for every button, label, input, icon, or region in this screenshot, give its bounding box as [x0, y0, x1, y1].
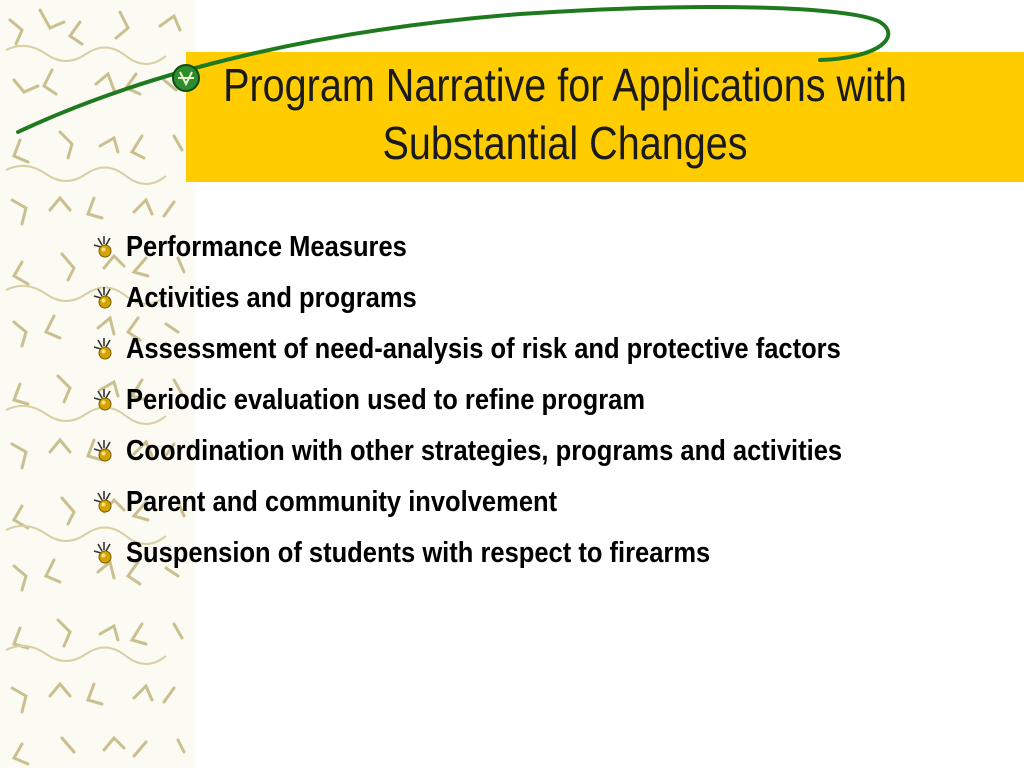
bullet-item	[92, 430, 972, 472]
bullet-item	[92, 277, 972, 319]
sparkle-bullet-icon	[92, 235, 116, 259]
bullet-text: Assessment of need-analysis of risk and protective factors	[126, 333, 841, 365]
sparkle-bullet-icon	[92, 388, 116, 412]
bullet-item	[92, 481, 972, 523]
bullet-text: Suspension of students with respect to firearms	[126, 537, 711, 569]
bullet-list	[92, 226, 972, 583]
sparkle-bullet-icon	[92, 337, 116, 361]
bullet-item	[92, 328, 972, 370]
sparkle-bullet-icon	[92, 490, 116, 514]
slide-title: Program Narrative for Applications with Substantial Changes	[223, 59, 907, 169]
bullet-text: Activities and programs	[126, 282, 417, 314]
bullet-item	[92, 532, 972, 574]
sparkle-bullet-icon	[92, 541, 116, 565]
bullet-item	[92, 226, 972, 268]
bullet-text: Performance Measures	[126, 231, 407, 263]
bullet-text: Periodic evaluation used to refine program	[126, 384, 646, 416]
sparkle-bullet-icon	[92, 439, 116, 463]
bullet-text: Parent and community involvement	[126, 486, 558, 518]
sparkle-bullet-icon	[92, 286, 116, 310]
bullet-item	[92, 379, 972, 421]
bullet-text: Coordination with other strategies, programs and activities	[126, 435, 843, 467]
